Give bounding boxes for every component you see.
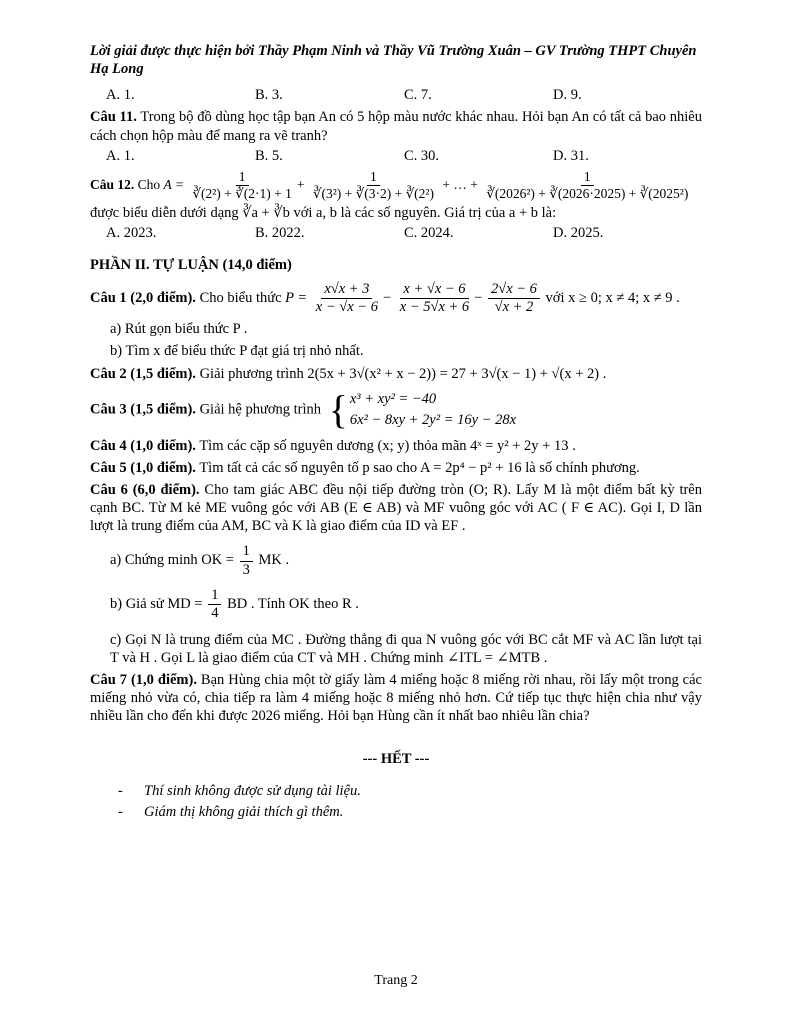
denominator: 4 [211, 605, 219, 622]
option: D. 2025. [553, 225, 604, 242]
cau-1b: b) Tìm x để biểu thức P đạt giá trị nhỏ nhất. [110, 343, 364, 360]
note-item [118, 803, 702, 821]
option: B. 3. [255, 87, 283, 104]
condition: với x ≥ 0; x ≠ 4; x ≠ 9 . [545, 289, 680, 306]
q-text: Giải phương trình 2(5x + 3√(x² + x − 2)) = 27 + 3√(x − 1) + √(x + 2) . [199, 365, 607, 382]
q10-options [106, 86, 702, 104]
q11-options [106, 147, 702, 165]
cau-1: Câu 1 (2,0 điểm). Cho biểu thức P = $\frac{x√x + 3}{x - √x - 6}$ − $\frac{x + √x - 6}{x - 5√x + 6}$ − $\frac{2√x - 6}{√x + 2}$ với x ≥ 0; x ≠ 4; x ≠ 9 . [90, 280, 680, 315]
q-label: Câu 11. [90, 109, 137, 126]
option: A. 1. [106, 87, 135, 104]
numerator: 1 [581, 169, 594, 186]
numerator: x + √x − 6 [400, 281, 468, 299]
denominator: x − √x − 6 [315, 298, 378, 315]
part-tail: MK . [258, 552, 290, 569]
equation-1: x³ + xy² = −40 [349, 390, 437, 407]
option: D. 9. [553, 87, 582, 104]
cau-3 [90, 386, 702, 432]
q-text: Tìm các cặp số nguyên dương (x; y) thỏa mãn 4ˣ = y² + 2y + 13 . [199, 437, 576, 454]
option: B. 5. [255, 147, 283, 164]
q-label: Câu 12. [90, 176, 135, 192]
fraction-3 [483, 169, 691, 202]
page-number: Trang 2 [374, 973, 418, 988]
cau-5 [90, 459, 702, 477]
numerator: 1 [367, 169, 380, 186]
cau-6c: c) Gọi N là trung điểm của MC . Đường thẳng đi qua N vuông góc với BC cắt MF và AC lần lượt tại T và H . Gọi L là giao điểm của CT và MH . Chứng minh ∠ITL = ∠MTB . [110, 631, 702, 666]
q-label: Câu 1 (2,0 điểm). [90, 289, 196, 306]
expr-p: P = [285, 289, 308, 306]
fraction-1 [189, 169, 294, 202]
part-lead: b) Giả sử MD = [110, 596, 203, 613]
cau-6a [110, 543, 702, 579]
numerator: 1 [236, 169, 249, 186]
option: C. 30. [404, 147, 440, 164]
section-title: PHẦN II. TỰ LUẬN (14,0 điểm) [90, 257, 292, 274]
note-item [118, 782, 702, 800]
expr-a: A = [163, 176, 185, 192]
q-text: Giải hệ phương trình [199, 401, 321, 417]
option: C. 2024. [404, 225, 454, 242]
numerator: x√x + 3 [321, 281, 372, 299]
cau-6b [110, 587, 702, 623]
numerator: 1 [240, 543, 253, 561]
option: A. 1. [106, 147, 135, 164]
numerator: 1 [208, 587, 221, 605]
denominator: √x + 2 [494, 298, 534, 315]
q-text: Tìm tất cả các số nguyên tố p sao cho A = 2p⁴ − p² + 16 là số chính phương. [199, 459, 640, 476]
cau-2 [90, 365, 702, 383]
q-text: Bạn Hùng chia một tờ giấy làm 4 miếng hoặc 8 miếng rời nhau, rồi lấy một trong các miếng nhỏ vừa có, chia tiếp ra làm 4 miếng hoặc 8 miếng nhỏ hơn. Cứ tiếp tục thực hiện chia như vậy nhiều lần cho đến khi được 2026 miếng. Hỏi bạn Hùng cần ít nhất bao nhiêu lần chia? [90, 672, 702, 725]
q12-text: được biểu diễn dưới dạng ∛a + ∛b với a, b là các số nguyên. Giá trị của a + b là: [90, 205, 557, 222]
dash: - [118, 782, 123, 799]
q-label: Câu 5 (1,0 điểm). [90, 459, 196, 476]
denominator: ∛(3²) + ∛(3·2) + ∛(2²) [312, 185, 434, 201]
fraction [240, 543, 253, 579]
option: A. 2023. [106, 225, 157, 242]
fraction-1 [313, 281, 381, 317]
q-lead: Cho [137, 176, 161, 192]
numerator: 2√x − 6 [488, 281, 540, 299]
end-marker: --- HẾT --- [362, 750, 430, 767]
fraction-2 [397, 281, 472, 317]
equation-system [328, 386, 517, 432]
question-11 [90, 108, 702, 144]
q-label: Câu 6 (6,0 điểm). [90, 481, 200, 498]
cau-6 [90, 481, 702, 535]
part-lead: a) Chứng minh OK = [110, 552, 234, 569]
fraction-2 [310, 169, 437, 202]
option: C. 7. [404, 87, 432, 104]
brace-icon: { [328, 386, 348, 432]
cau-4 [90, 437, 702, 455]
dash: - [118, 803, 123, 820]
q-label: Câu 3 (1,5 điểm). [90, 401, 196, 417]
denominator: x − 5√x + 6 [399, 298, 470, 315]
notes [118, 782, 702, 821]
equation-2: 6x² − 8xy + 2y² = 16y − 28x [349, 411, 517, 428]
option: D. 31. [553, 147, 589, 164]
ellipsis: + … + [442, 176, 478, 192]
exam-page [90, 42, 702, 824]
q-text: Cho tam giác ABC đều nội tiếp đường tròn (O; R). Lấy M là một điểm bất kỳ trên cạnh BC. Từ M kẻ ME vuông góc với AB (E ∈ AB) và MF vuông góc với AC ( F ∈ AC). Gọi I, D lần lượt là trung điểm của AM, BC và K là giao điểm của ID và EF . [90, 481, 702, 535]
q12-options [106, 224, 702, 242]
note-text: Giám thị không giải thích gì thêm. [144, 803, 344, 820]
cau-1a: a) Rút gọn biểu thức P . [110, 321, 248, 338]
cau-7 [90, 671, 702, 725]
option: B. 2022. [255, 225, 305, 242]
q-label: Câu 4 (1,0 điểm). [90, 437, 196, 454]
q-text: Trong bộ đồ dùng học tập bạn An có 5 hộp màu nước khác nhau. Hỏi bạn An có tất cả bao nhiêu cách chọn hộp màu để mang ra vẽ tranh? [90, 109, 702, 144]
fraction-3 [488, 281, 540, 317]
q-label: Câu 2 (1,5 điểm). [90, 365, 196, 382]
q-label: Câu 7 (1,0 điểm). [90, 672, 197, 689]
q-lead: Cho biểu thức [199, 289, 282, 306]
denominator: ∛(2026²) + ∛(2026·2025) + ∛(2025²) [486, 185, 689, 201]
part-tail: BD . Tính OK theo R . [227, 596, 359, 613]
fraction [208, 587, 221, 623]
note-text: Thí sinh không được sử dụng tài liệu. [144, 782, 361, 799]
denominator: 3 [242, 561, 250, 578]
question-12: Câu 12. Cho A = $\frac{1}{\text{∛(2²) + ∛(2·1) + 1}}$ + $\frac{1}{\text{∛(3²) + ∛(3·2) + ∛(2²)}}$ + … + $\frac{1}{\text{∛(2026²) + ∛(2026·2025) + ∛(2025²)}}$ [90, 169, 702, 202]
denominator: ∛(2²) + ∛(2·1) + 1 [192, 185, 292, 201]
header-credit: Lời giải được thực hiện bởi Thầy Phạm Ninh và Thầy Vũ Trường Xuân – GV Trường THPT Chuyên Hạ Long [90, 43, 697, 78]
